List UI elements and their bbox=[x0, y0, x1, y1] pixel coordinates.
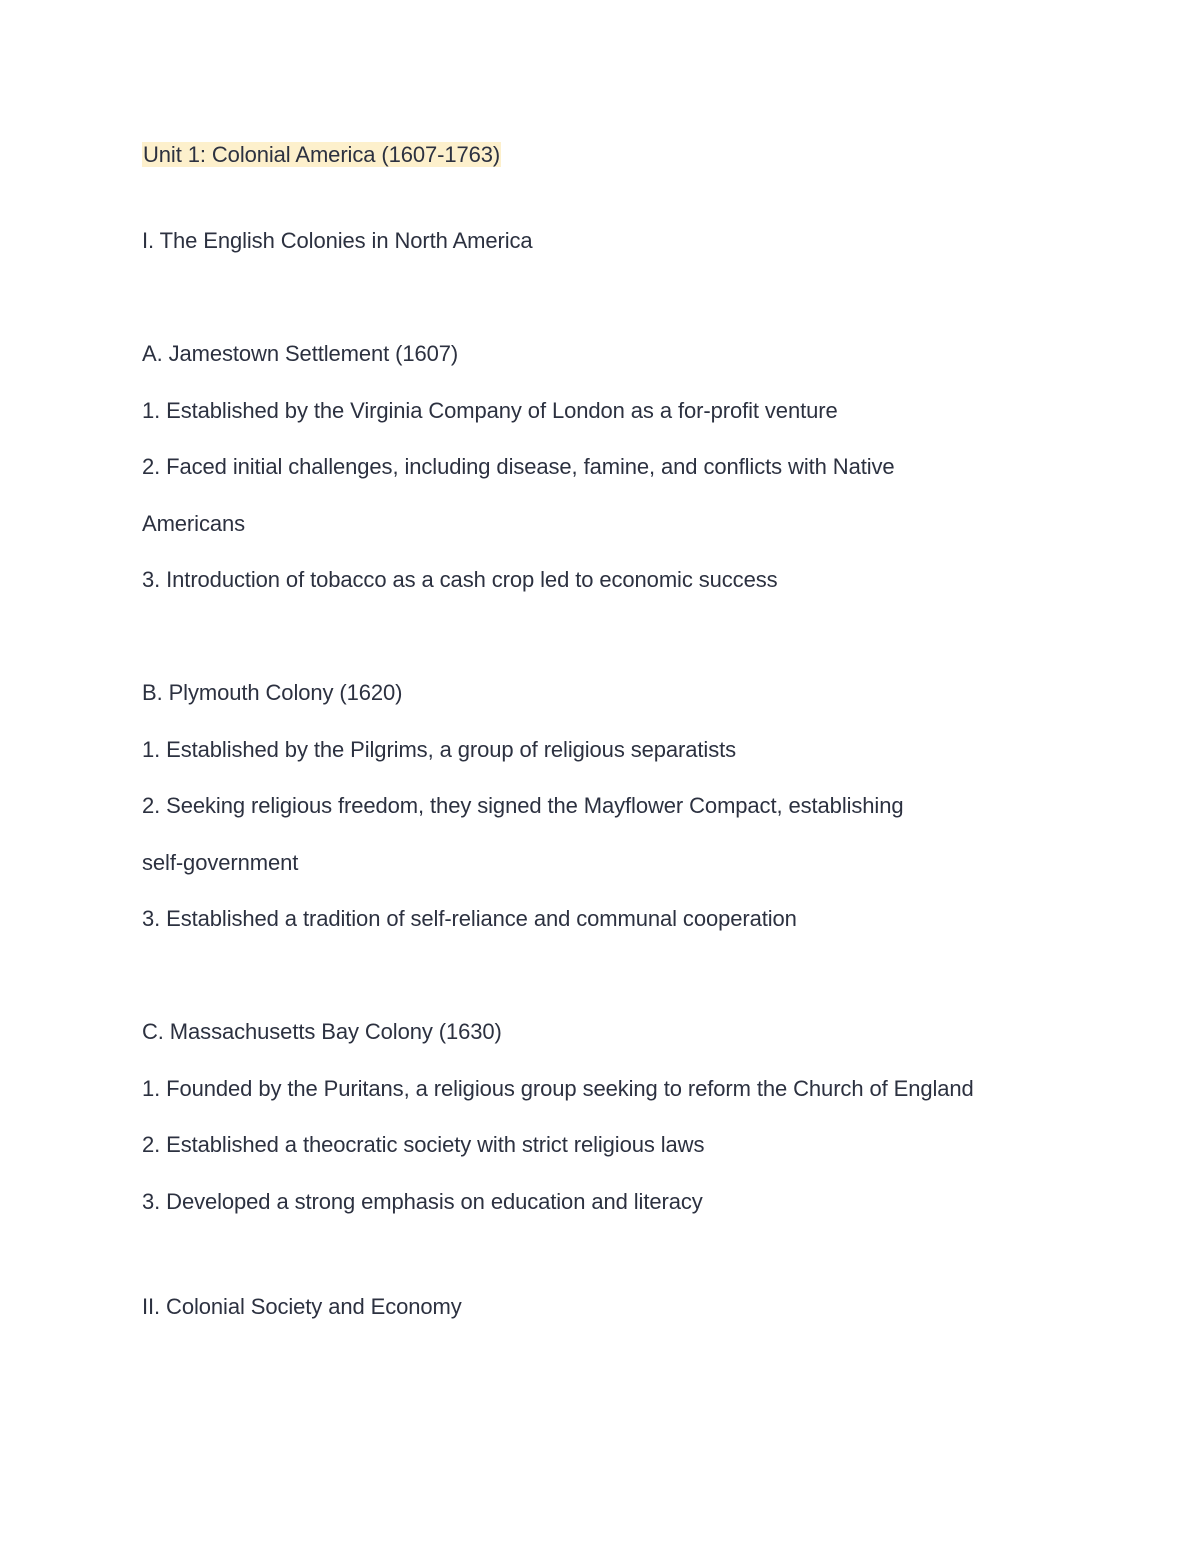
subsection-c-heading: C. Massachusetts Bay Colony (1630) bbox=[142, 1019, 502, 1044]
unit-title-text: Unit 1: Colonial America (1607-1763) bbox=[143, 142, 501, 167]
unit-title bbox=[142, 140, 501, 170]
subsection-b-point-1: 1. Established by the Pilgrims, a group of religious separatists bbox=[142, 737, 737, 762]
subsection-a-heading: A. Jamestown Settlement (1607) bbox=[142, 341, 459, 366]
subsection-a-point-2-line-2: Americans bbox=[142, 511, 246, 536]
section-1-heading: I. The English Colonies in North America bbox=[142, 228, 533, 253]
subsection-a-point-3: 3. Introduction of tobacco as a cash crop led to economic success bbox=[142, 567, 778, 592]
subsection-c-point-2: 2. Established a theocratic society with strict religious laws bbox=[142, 1132, 705, 1157]
section-2-heading: II. Colonial Society and Economy bbox=[142, 1294, 462, 1319]
subsection-c-point-1: 1. Founded by the Puritans, a religious group seeking to reform the Church of England bbox=[142, 1076, 974, 1101]
subsection-b-heading: B. Plymouth Colony (1620) bbox=[142, 680, 403, 705]
subsection-c-point-3: 3. Developed a strong emphasis on education and literacy bbox=[142, 1189, 703, 1214]
subsection-b-point-2-line-1: 2. Seeking religious freedom, they signed the Mayflower Compact, establishing bbox=[142, 793, 904, 818]
subsection-a-point-1: 1. Established by the Virginia Company of London as a for-profit venture bbox=[142, 398, 838, 423]
subsection-b-point-3: 3. Established a tradition of self-reliance and communal cooperation bbox=[142, 906, 797, 931]
subsection-a-point-2-line-1: 2. Faced initial challenges, including disease, famine, and conflicts with Native bbox=[142, 454, 895, 479]
subsection-b-point-2-line-2: self-government bbox=[142, 850, 299, 875]
